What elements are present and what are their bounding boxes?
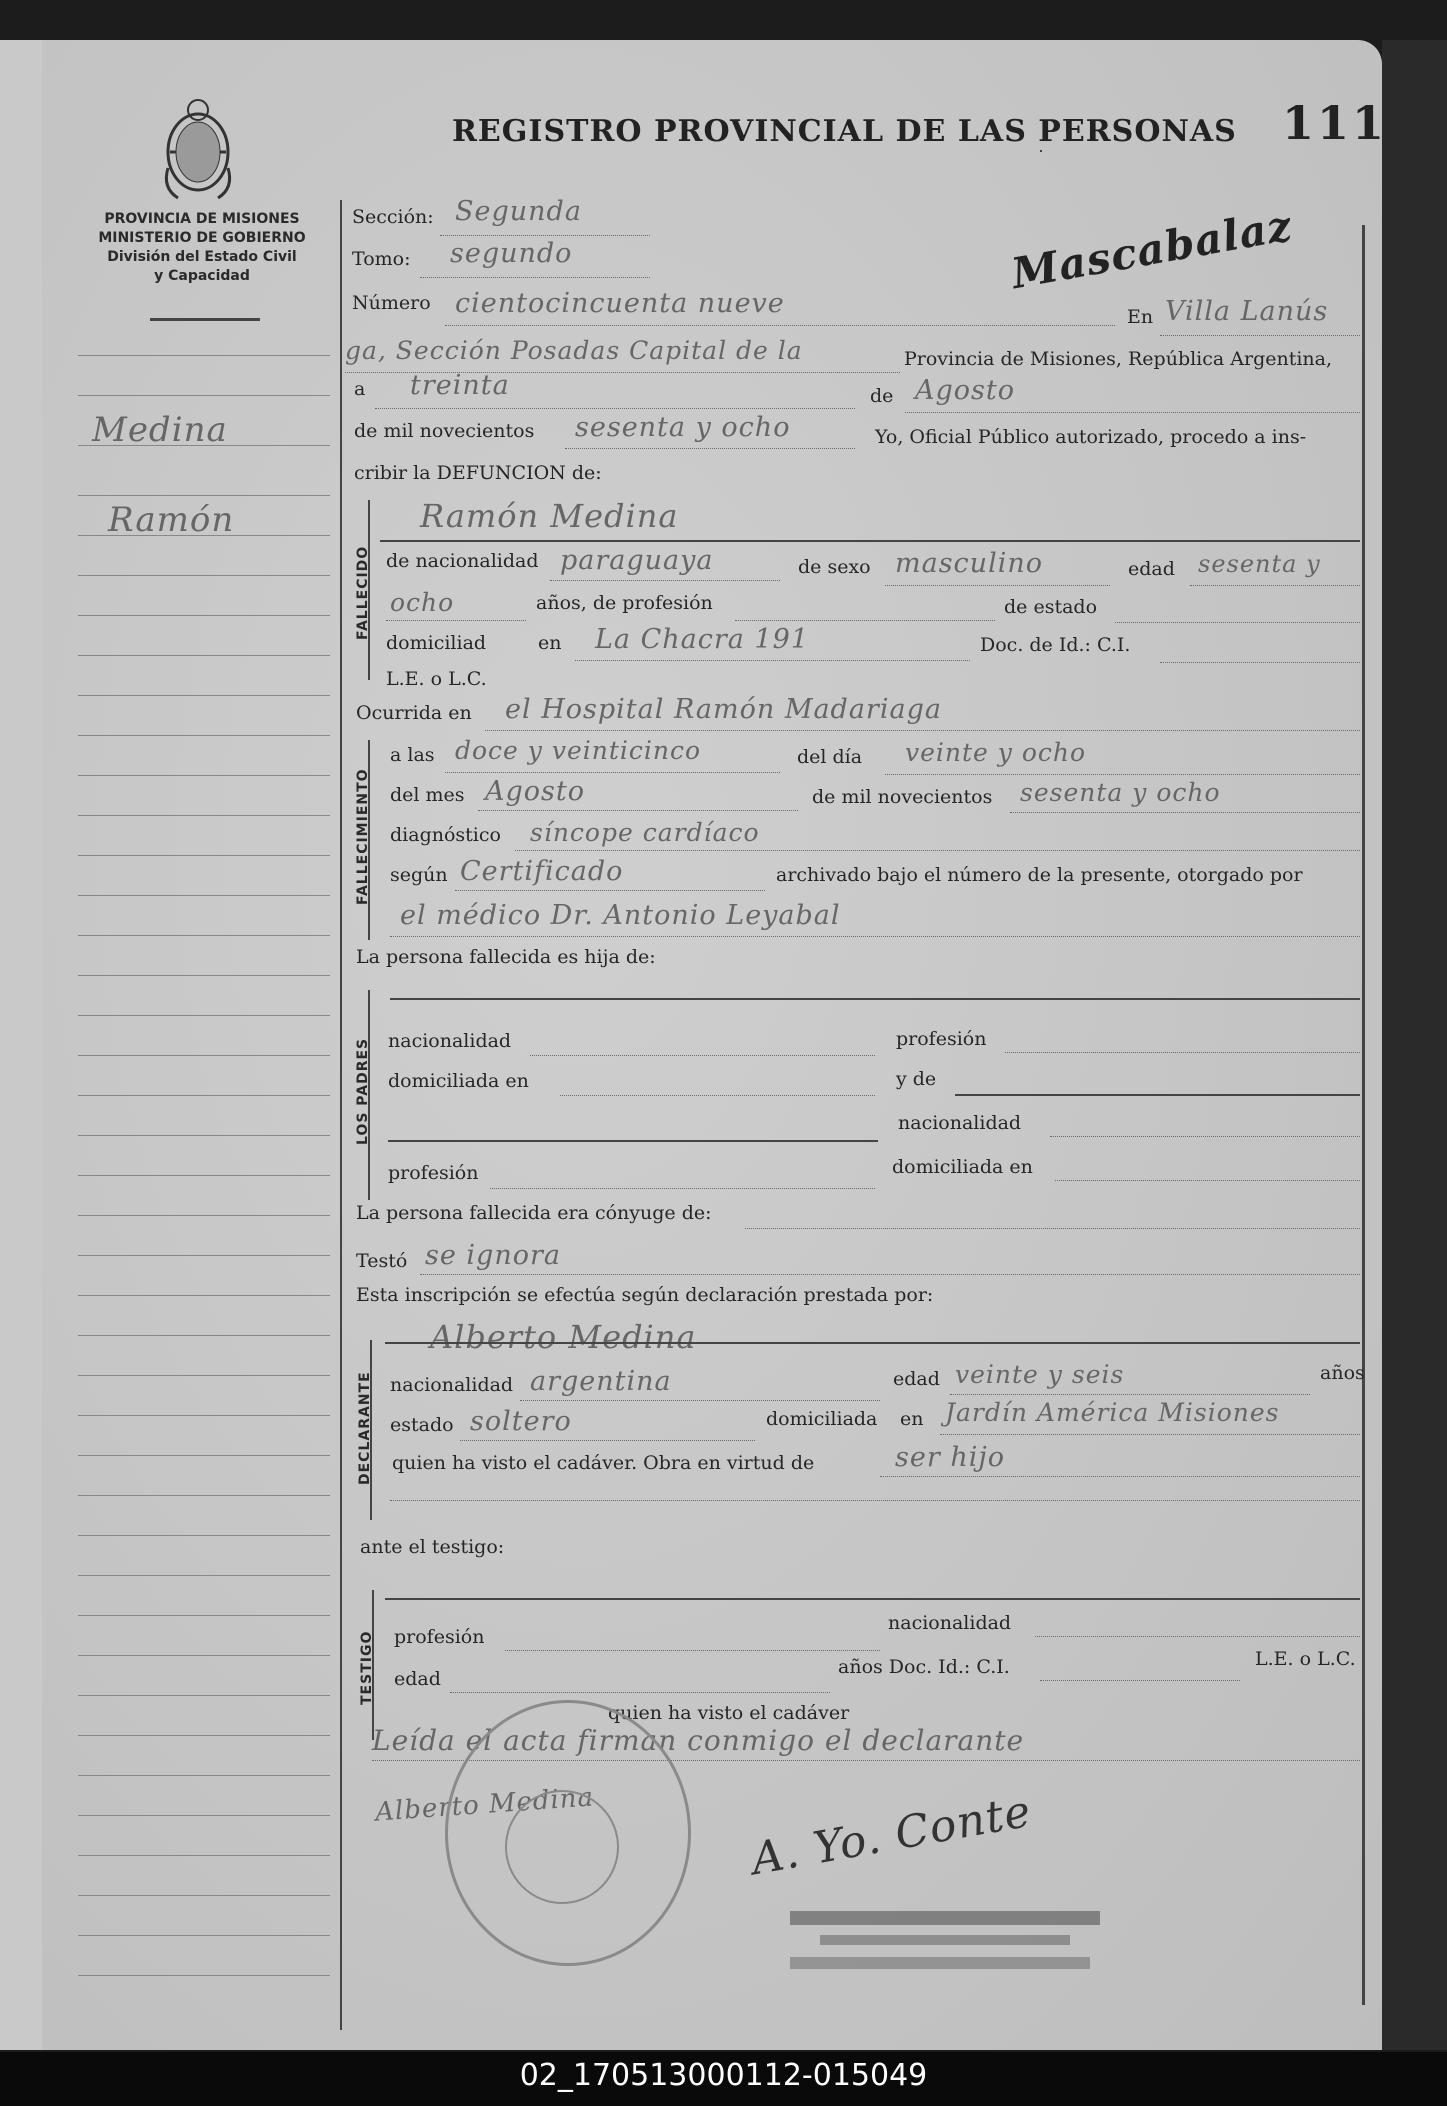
ocurrida-value: el Hospital Ramón Madariaga: [505, 694, 942, 725]
declarante-nombre-value: Alberto Medina: [430, 1318, 697, 1356]
testigo-quien-label: quien ha visto el cadáver: [608, 1702, 850, 1724]
en-label: En: [1127, 306, 1154, 328]
domicilio-value: La Chacra 191: [595, 624, 809, 655]
ante-testigo-label: ante el testigo:: [360, 1536, 505, 1558]
top-signature: Mascabalaz: [1007, 200, 1296, 299]
segun-value: Certificado: [460, 856, 624, 887]
hora-value: doce y veinticinco: [455, 736, 702, 765]
seccion-value: Segunda: [455, 196, 582, 227]
declarante-edad-label: edad: [893, 1368, 940, 1390]
page-title: REGISTRO PROVINCIAL DE LAS PERSONAS: [452, 114, 1237, 149]
cribir-label: cribir la DEFUNCION de:: [354, 462, 602, 484]
official-seal-inner: [505, 1790, 619, 1904]
diagnostico-label: diagnóstico: [390, 824, 501, 846]
a-las-label: a las: [390, 744, 435, 766]
diagnostico-value: síncope cardíaco: [530, 818, 760, 847]
doc-id-label: Doc. de Id.: C.I.: [980, 634, 1131, 656]
testo-label: Testó: [356, 1250, 408, 1272]
testigo-nacionalidad-label: nacionalidad: [888, 1612, 1012, 1634]
image-caption: 02_170513000112-015049: [519, 2058, 928, 2093]
tomo-label: Tomo:: [352, 248, 411, 270]
margin-divider: [340, 200, 342, 2030]
ocurrida-label: Ocurrida en: [356, 702, 472, 724]
seccion-label: Sección:: [352, 206, 434, 228]
book-spine: [1382, 40, 1447, 2050]
right-border: [1362, 225, 1365, 2005]
del-mes-label: del mes: [390, 784, 465, 806]
domicilio-en-label: en: [538, 632, 562, 654]
declarante-domiciliada-label: domiciliada: [766, 1408, 878, 1430]
provincia-label: Provincia de Misiones, República Argentina,: [904, 348, 1333, 370]
heading-underline: [150, 318, 260, 321]
de-mil-fallecimiento-label: de mil novecientos: [812, 786, 993, 808]
padre-profesion-label: profesión: [896, 1028, 987, 1050]
madre-domicilio-label: domiciliada en: [892, 1156, 1033, 1178]
declarante-nacionalidad-value: argentina: [530, 1366, 672, 1397]
tomo-value: segundo: [450, 238, 573, 269]
domiciliad-label: domiciliad: [386, 632, 487, 654]
oficial-signature: A. Yo. Conte: [747, 1785, 1036, 1886]
fallecido-side-label: FALLECIDO: [355, 545, 371, 640]
declarante-estado-label: estado: [390, 1414, 454, 1436]
a-label: a: [354, 378, 366, 400]
declarante-side-label: DECLARANTE: [357, 1371, 373, 1485]
en-value: Villa Lanús: [1165, 296, 1329, 327]
dia-fallecimiento-value: veinte y ocho: [905, 738, 1087, 767]
segun-label: según: [390, 864, 448, 886]
coat-of-arms-icon: [158, 88, 238, 208]
quien-visto-label: quien ha visto el cadáver. Obra en virtud de: [392, 1452, 815, 1474]
sexo-value: masculino: [895, 548, 1043, 579]
anio-value: sesenta y ocho: [575, 412, 791, 443]
testigo-edad-label: edad: [394, 1668, 441, 1690]
testigo-profesion-label: profesión: [394, 1626, 485, 1648]
padre-domicilio-label: domiciliada en: [388, 1070, 529, 1092]
declarante-en-label: en: [900, 1408, 924, 1430]
nacionalidad-label: de nacionalidad: [386, 550, 539, 572]
declarante-edad-value: veinte y seis: [955, 1360, 1125, 1389]
declarante-anos-label: años: [1320, 1362, 1365, 1384]
numero-value: cientocincuenta nueve: [455, 288, 785, 319]
margin-given-name: Ramón: [108, 500, 235, 540]
nacionalidad-value: paraguaya: [560, 545, 714, 576]
obra-virtud-value: ser hijo: [895, 1442, 1005, 1473]
testigo-le-label: L.E. o L.C.: [1255, 1648, 1356, 1670]
mes-fallecimiento-value: Agosto: [485, 776, 585, 807]
testo-value: se ignora: [425, 1240, 561, 1271]
padres-side-label: LOS PADRES: [355, 1037, 371, 1145]
sexo-label: de sexo: [798, 556, 871, 578]
page-number: 111: [1282, 96, 1388, 150]
le-lc-label: L.E. o L.C.: [386, 668, 487, 690]
declarante-estado-value: soltero: [470, 1406, 572, 1437]
adjacent-page-edge: [0, 40, 44, 2050]
estado-label: de estado: [1004, 596, 1098, 618]
edad-label: edad: [1128, 558, 1175, 580]
y-de-label: y de: [896, 1068, 937, 1090]
testigo-anos-label: años Doc. Id.: C.I.: [838, 1656, 1010, 1678]
nombre-fallecido-value: Ramón Medina: [420, 497, 679, 535]
official-title-stamp: [790, 1905, 1100, 1980]
madre-nacionalidad-label: nacionalidad: [898, 1112, 1022, 1134]
declarante-domicilio-value: Jardín América Misiones: [945, 1398, 1280, 1427]
profesion-label: años, de profesión: [536, 592, 713, 614]
madre-profesion-label: profesión: [388, 1162, 479, 1184]
numero-label: Número: [352, 292, 431, 314]
padre-nacionalidad-label: nacionalidad: [388, 1030, 512, 1052]
conyuge-label: La persona fallecida era cónyuge de:: [356, 1202, 712, 1224]
de-label: de: [870, 385, 894, 407]
yo-oficial-label: Yo, Oficial Público autorizado, procedo a ins-: [875, 426, 1307, 448]
mes-value: Agosto: [915, 375, 1015, 406]
institution-heading: PROVINCIA DE MISIONES MINISTERIO DE GOBIERNO División del Estado Civil y Capacidad: [98, 211, 306, 284]
inscripcion-label: Esta inscripción se efectúa según declaración prestada por:: [356, 1284, 934, 1306]
margin-surname: Medina: [92, 410, 228, 450]
de-mil-label: de mil novecientos: [354, 420, 535, 442]
declarante-nacionalidad-label: nacionalidad: [390, 1374, 514, 1396]
dia-value: treinta: [410, 370, 510, 401]
closing-note-value: Leída el acta firman conmigo el declarante: [372, 1724, 1025, 1757]
en-continued-value: ga, Sección Posadas Capital de la: [345, 336, 803, 365]
archivado-label: archivado bajo el número de la presente, otorgado por: [776, 864, 1303, 886]
edad-value: sesenta y: [1198, 550, 1321, 578]
del-dia-label: del día: [797, 746, 863, 768]
hija-de-label: La persona fallecida es hija de:: [356, 946, 656, 968]
medico-value: el médico Dr. Antonio Leyabal: [400, 900, 841, 931]
edad-continued-value: ocho: [390, 588, 455, 617]
anio-fallecimiento-value: sesenta y ocho: [1020, 778, 1221, 807]
declarante-signature: Alberto Medina: [374, 1782, 595, 1828]
testigo-side-label: TESTIGO: [359, 1630, 375, 1705]
fallecimiento-side-label: FALLECIMIENTO: [355, 768, 371, 905]
